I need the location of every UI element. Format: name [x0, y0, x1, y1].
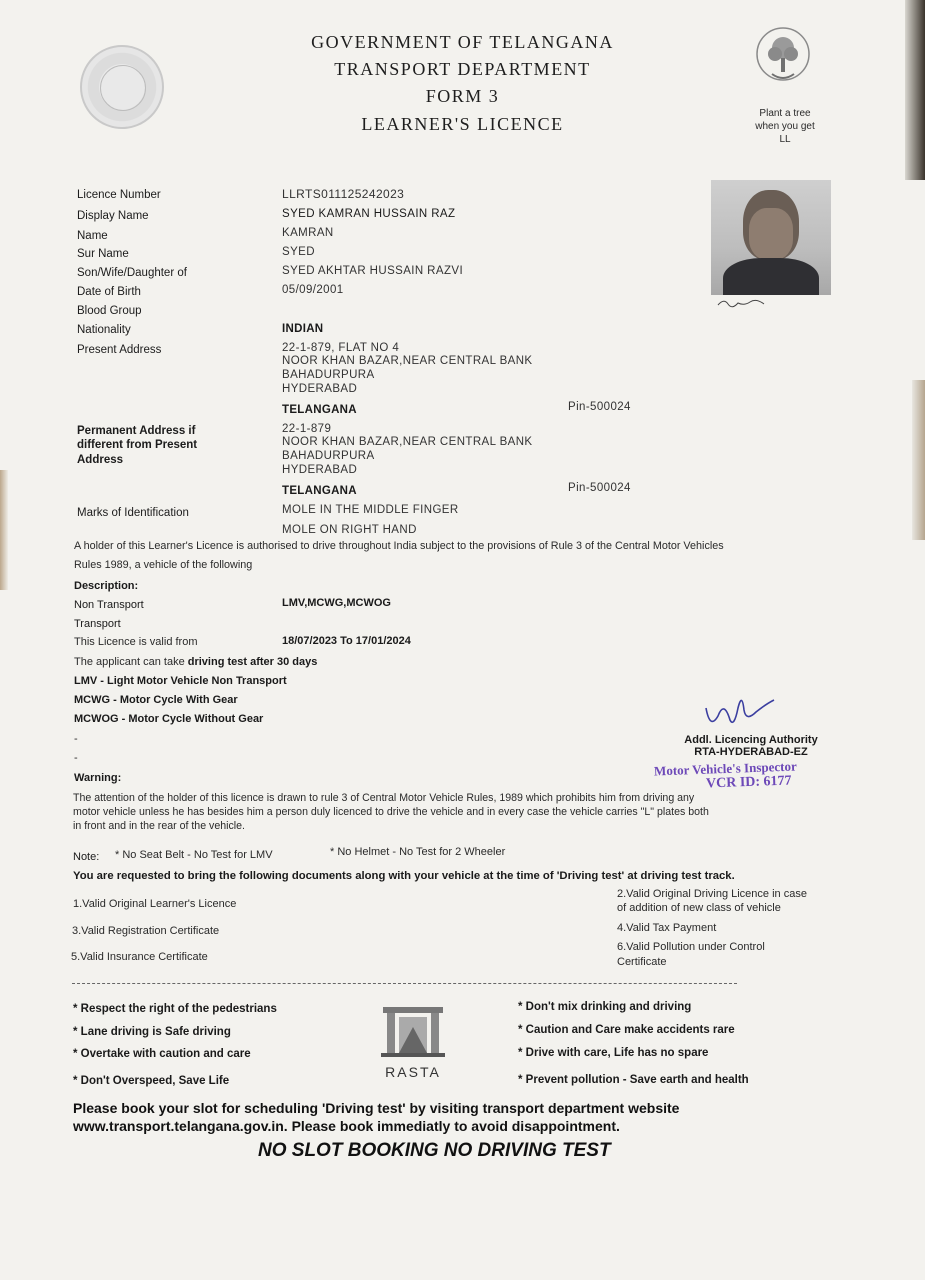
- value-name: KAMRAN: [282, 227, 334, 239]
- value-sur-name: SYED: [282, 246, 315, 258]
- warning-label: Warning:: [74, 772, 122, 784]
- description-dash-1: -: [74, 733, 78, 745]
- lmv-definition: LMV - Light Motor Vehicle Non Transport: [74, 675, 287, 687]
- transport-label: Transport: [74, 618, 121, 630]
- present-address-line4: HYDERABAD: [282, 383, 358, 395]
- header-form: FORM 3: [425, 86, 500, 106]
- label-permanent-address-2: different from Present: [77, 439, 198, 451]
- authority-signature-icon: [700, 686, 780, 732]
- note-label: Note:: [73, 851, 100, 863]
- no-slot-warning: NO SLOT BOOKING NO DRIVING TEST: [258, 1140, 611, 1161]
- document-5: 5.Valid Insurance Certificate: [71, 951, 208, 963]
- value-nationality: INDIAN: [282, 323, 324, 335]
- document-6-line2: Certificate: [617, 956, 667, 968]
- label-dob: Date of Birth: [77, 286, 141, 298]
- label-present-address: Present Address: [77, 344, 162, 356]
- applicant-photo: [711, 180, 831, 295]
- driving-test-note: [74, 656, 317, 668]
- slogan-left-4: * Don't Overspeed, Save Life: [73, 1075, 230, 1087]
- valid-label: This Licence is valid from: [74, 636, 198, 648]
- driving-test-prefix: The applicant can take: [74, 656, 188, 668]
- document-4: 4.Valid Tax Payment: [617, 922, 717, 934]
- footer-line2: www.transport.telangana.gov.in. Please book immediatly to avoid disappointment.: [73, 1118, 620, 1134]
- documents-heading: You are requested to bring the following documents along with your vehicle at the time of 'Driving test' at driving test track.: [73, 870, 735, 882]
- present-address-pin: Pin-500024: [568, 401, 631, 413]
- slogan-right-2: * Caution and Care make accidents rare: [518, 1024, 735, 1036]
- warning-line2: motor vehicle unless he has besides him a person duly licenced to drive the vehicle and in every case the vehicle carries "L" plates both: [73, 806, 709, 818]
- permanent-address-pin: Pin-500024: [568, 482, 631, 494]
- authority-title: Addl. Licencing Authority: [684, 734, 818, 746]
- marks-line1: MOLE IN THE MIDDLE FINGER: [282, 504, 459, 516]
- slogan-right-3: * Drive with care, Life has no spare: [518, 1047, 709, 1059]
- slogan-left-1: * Respect the right of the pedestrians: [73, 1003, 277, 1015]
- value-display-name: SYED KAMRAN HUSSAIN RAZ: [282, 208, 456, 220]
- label-licence-number: Licence Number: [77, 189, 161, 201]
- applicant-signature-icon: [716, 296, 766, 310]
- valid-value: 18/07/2023 To 17/01/2024: [282, 635, 411, 647]
- scan-edge-left: [0, 470, 8, 590]
- slogan-right-4: * Prevent pollution - Save earth and health: [518, 1074, 749, 1086]
- driving-test-days: driving test after 30 days: [187, 656, 318, 668]
- label-permanent-address-3: Address: [77, 454, 124, 466]
- non-transport-value: LMV,MCWG,MCWOG: [282, 597, 391, 609]
- non-transport-label: Non Transport: [74, 599, 144, 611]
- value-licence-number: LLRTS011125242023: [282, 187, 405, 201]
- warning-line3: in front and in the rear of the vehicle.: [73, 820, 245, 832]
- marks-line2: MOLE ON RIGHT HAND: [282, 524, 417, 536]
- document-2-line2: of addition of new class of vehicle: [617, 902, 781, 914]
- label-display-name: Display Name: [77, 210, 149, 222]
- label-name: Name: [77, 230, 108, 242]
- present-address-line1: 22-1-879, FLAT NO 4: [282, 342, 400, 354]
- tree-note-line1: Plant a tree: [759, 108, 811, 119]
- description-dash-2: -: [74, 752, 78, 764]
- tree-note-line2: when you get: [755, 121, 815, 132]
- label-sur-name: Sur Name: [77, 248, 129, 260]
- inspector-stamp-line1: Motor Vehicle's Inspector: [653, 758, 797, 779]
- permanent-address-line2: NOOR KHAN BAZAR,NEAR CENTRAL BANK: [282, 436, 533, 448]
- document-6-line1: 6.Valid Pollution under Control: [617, 941, 765, 953]
- rasta-label: RASTA: [385, 1064, 441, 1080]
- document-2-line1: 2.Valid Original Driving Licence in case: [617, 888, 807, 900]
- label-nationality: Nationality: [77, 324, 131, 336]
- permanent-address-state: TELANGANA: [282, 485, 357, 497]
- present-address-line2: NOOR KHAN BAZAR,NEAR CENTRAL BANK: [282, 355, 533, 367]
- header-department: TRANSPORT DEPARTMENT: [334, 59, 591, 79]
- slogan-left-2: * Lane driving is Safe driving: [73, 1026, 231, 1038]
- slogan-left-3: * Overtake with caution and care: [73, 1048, 251, 1060]
- mcwg-definition: MCWG - Motor Cycle With Gear: [74, 694, 238, 706]
- description-label: Description:: [74, 580, 139, 592]
- inspector-stamp-line2: VCR ID: 6177: [705, 773, 792, 792]
- note-seatbelt: * No Seat Belt - No Test for LMV: [115, 849, 273, 861]
- plant-tree-logo-icon: [750, 18, 816, 96]
- document-3: 3.Valid Registration Certificate: [72, 925, 220, 937]
- permanent-address-line3: BAHADURPURA: [282, 450, 375, 462]
- header-title: LEARNER'S LICENCE: [361, 114, 564, 134]
- note-helmet: * No Helmet - No Test for 2 Wheeler: [330, 846, 506, 858]
- rasta-building-icon: [377, 1003, 449, 1059]
- header-government: GOVERNMENT OF TELANGANA: [311, 32, 614, 52]
- present-address-state: TELANGANA: [282, 404, 357, 416]
- dashed-divider: [72, 983, 737, 984]
- warning-line1: The attention of the holder of this licence is drawn to rule 3 of Central Motor Vehicle Rules, 1989 which prohibits him from driving any: [73, 792, 695, 804]
- footer-line1: Please book your slot for scheduling 'Driving test' by visiting transport department website: [73, 1100, 680, 1116]
- present-address-line3: BAHADURPURA: [282, 369, 375, 381]
- authorisation-line1: A holder of this Learner's Licence is authorised to drive throughout India subject to the provisions of Rule 3 of the Central Motor Vehicles: [74, 540, 724, 552]
- document-1: 1.Valid Original Learner's Licence: [73, 898, 237, 910]
- scan-edge-right-bottom: [912, 380, 925, 540]
- permanent-address-line1: 22-1-879: [282, 423, 332, 435]
- mcwog-definition: MCWOG - Motor Cycle Without Gear: [74, 713, 264, 725]
- authority-office: RTA-HYDERABAD-EZ: [694, 746, 808, 758]
- value-dob: 05/09/2001: [282, 284, 344, 296]
- label-relation: Son/Wife/Daughter of: [77, 267, 187, 279]
- permanent-address-line4: HYDERABAD: [282, 464, 358, 476]
- slogan-right-1: * Don't mix drinking and driving: [518, 1001, 692, 1013]
- label-marks: Marks of Identification: [77, 507, 189, 519]
- tree-note-line3: LL: [779, 134, 791, 145]
- value-relation: SYED AKHTAR HUSSAIN RAZVI: [282, 265, 464, 277]
- rasta-logo: [377, 1003, 449, 1087]
- label-blood-group: Blood Group: [77, 305, 142, 317]
- authorisation-line2: Rules 1989, a vehicle of the following: [74, 559, 253, 571]
- label-permanent-address-1: Permanent Address if: [77, 425, 196, 437]
